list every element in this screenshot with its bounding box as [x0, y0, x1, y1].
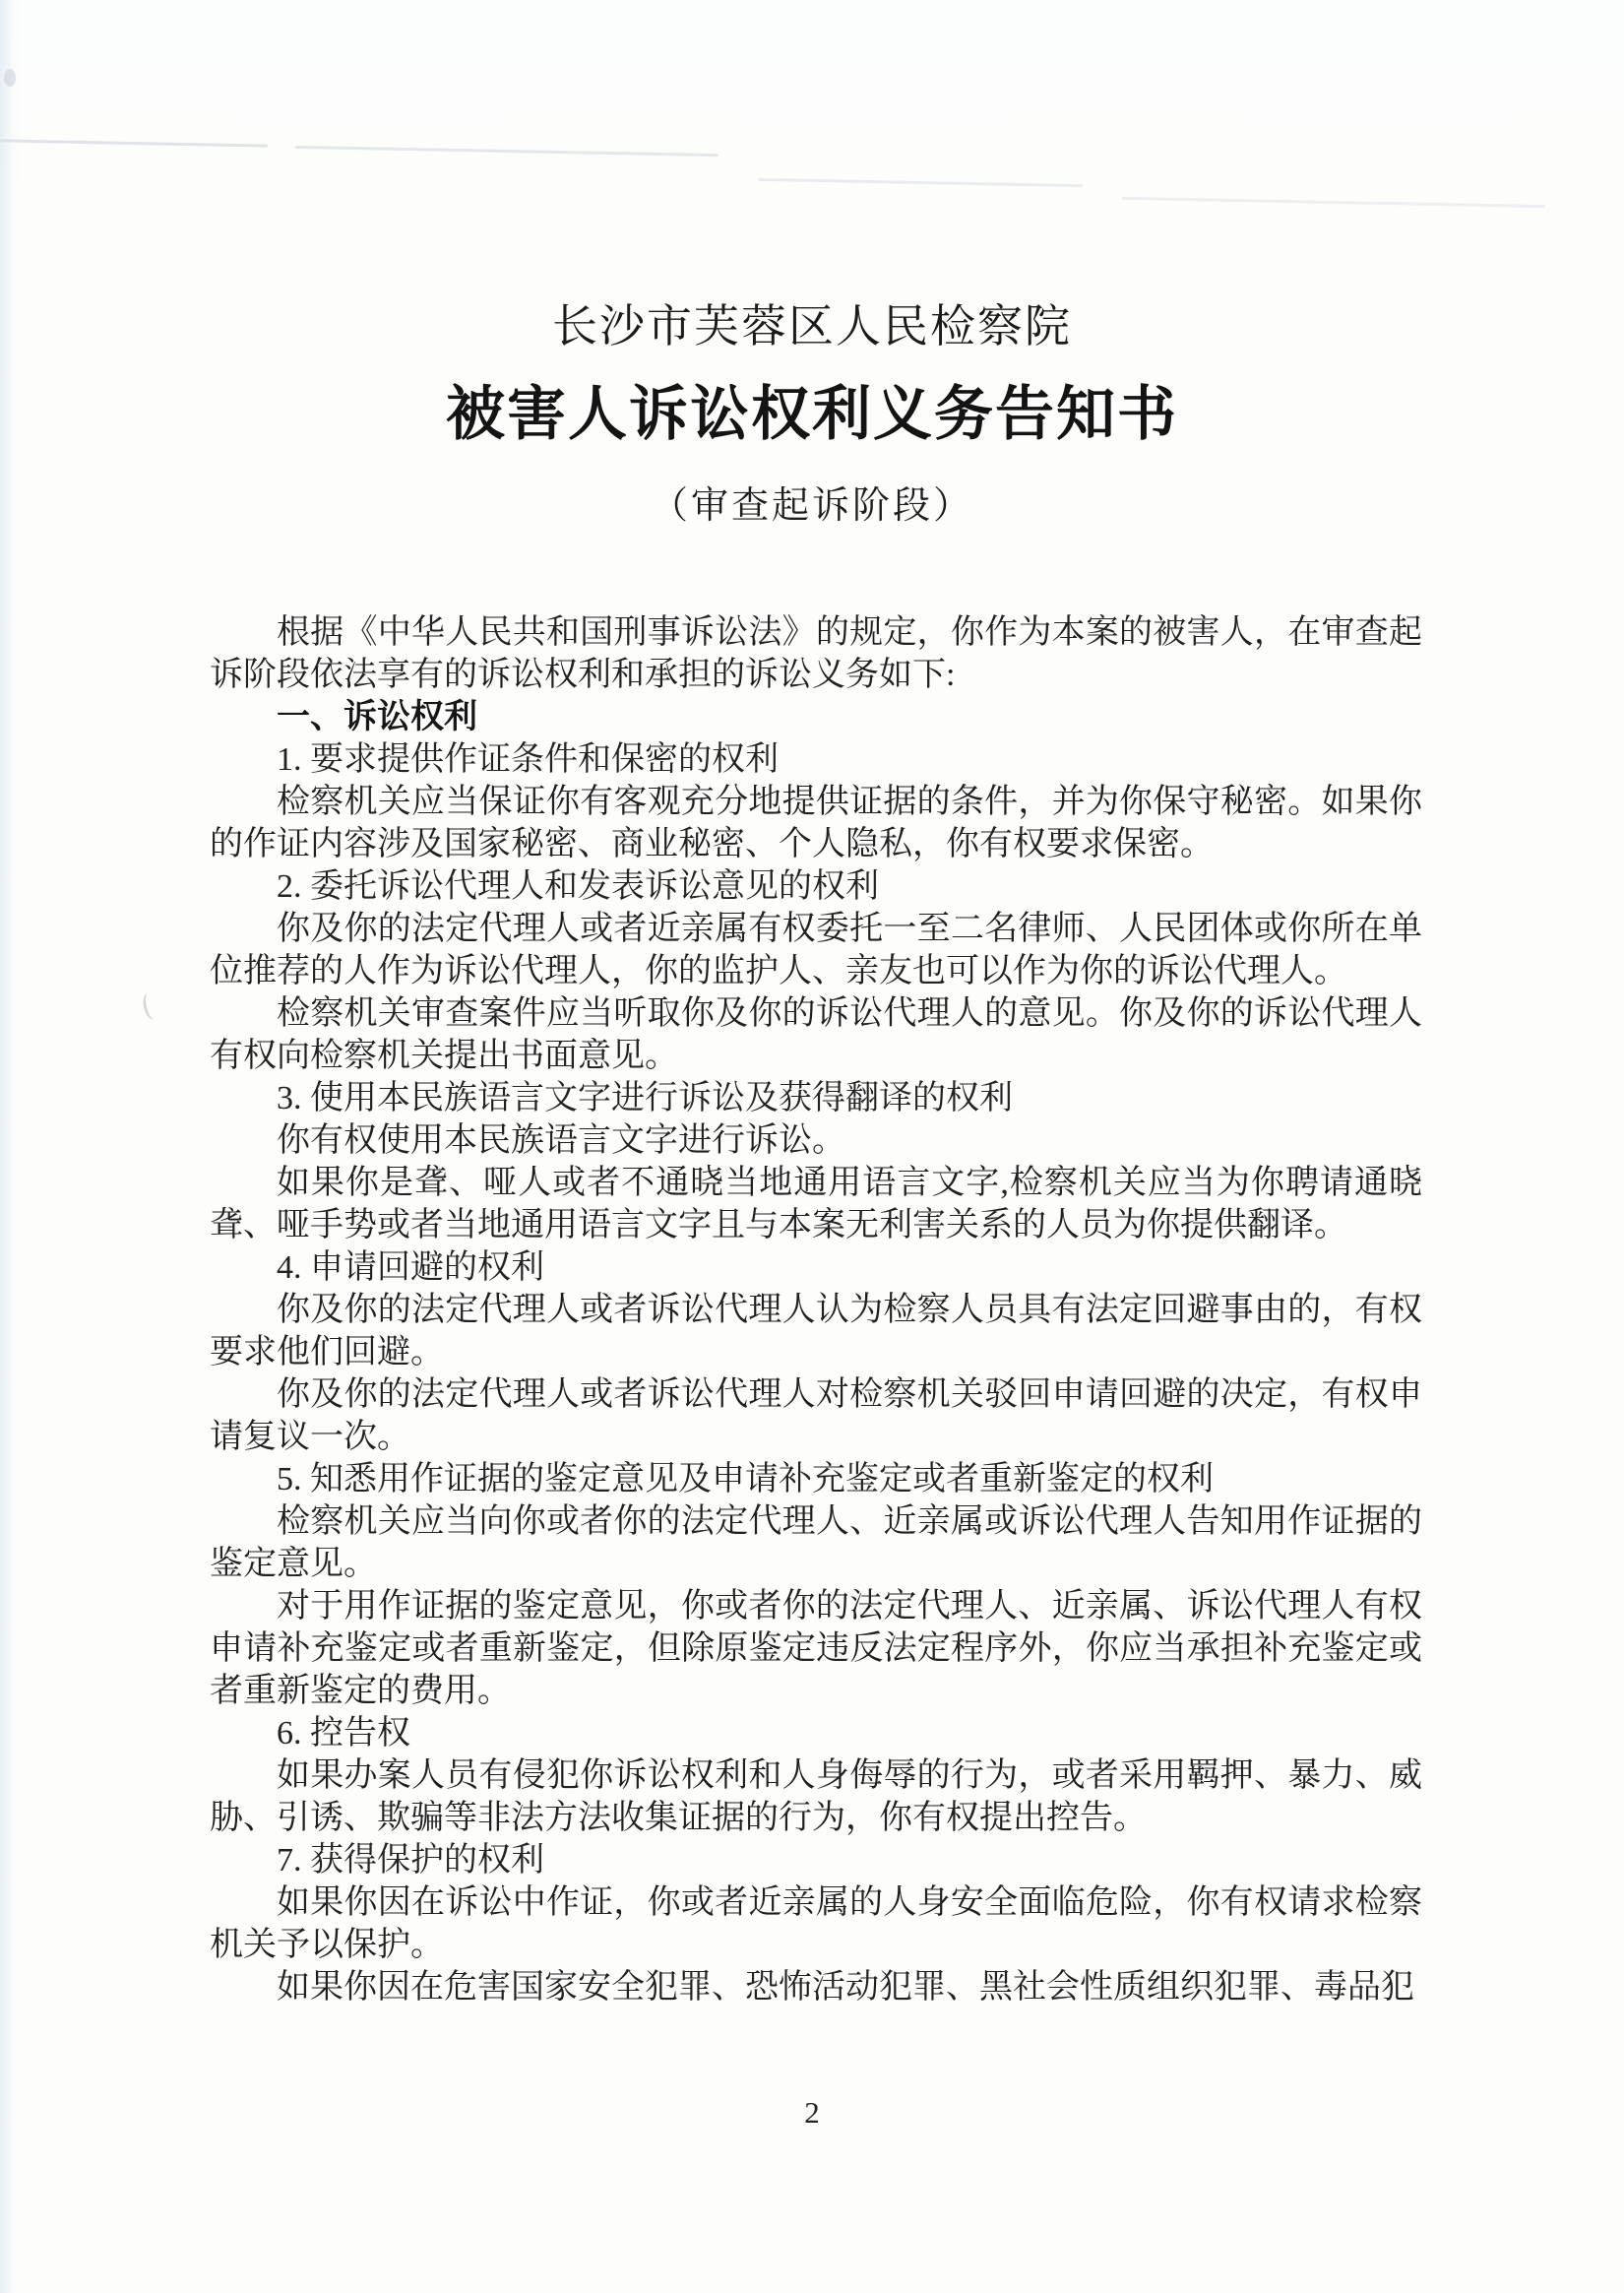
document-body [210, 611, 1422, 2008]
body-paragraph: 如果你因在危害国家安全犯罪、恐怖活动犯罪、黑社会性质组织犯罪、毒品犯 [277, 1969, 1414, 2006]
scan-crease-line [758, 178, 1083, 187]
page-number: 2 [804, 2095, 820, 2130]
item-heading-4: 4. 申请回避的权利 [277, 1249, 544, 1286]
stage-subtitle: （审查起诉阶段） [650, 485, 973, 527]
document-title: 被害人诉讼权利义务告知书 [446, 382, 1178, 447]
scan-crease-line [295, 146, 718, 157]
organization-title: 长沙市芙蓉区人民检察院 [552, 301, 1072, 351]
body-paragraph: 检察机关应当保证你有客观充分地提供证据的条件，并为你保守秘密。如果你的作证内容涉及国家秘密、商业秘密、个人隐私，你有权要求保密。 [210, 784, 1422, 862]
item-heading-2: 2. 委托诉讼代理人和发表诉讼意见的权利 [277, 868, 879, 905]
item-heading-5: 5. 知悉用作证据的鉴定意见及申请补充鉴定或者重新鉴定的权利 [277, 1461, 1214, 1497]
item-heading-7: 7. 获得保护的权利 [277, 1842, 544, 1879]
body-paragraph: 如果你因在诉讼中作证，你或者近亲属的人身安全面临危险，你有权请求检察机关予以保护。 [210, 1884, 1422, 1963]
scan-crease-line [0, 139, 268, 147]
body-paragraph: 对于用作证据的鉴定意见，你或者你的法定代理人、近亲属、诉讼代理人有权申请补充鉴定或者重新鉴定，但除原鉴定违反法定程序外，你应当承担补充鉴定或者重新鉴定的费用。 [210, 1588, 1422, 1709]
body-paragraph: 如果办案人员有侵犯你诉讼权利和人身侮辱的行为，或者采用羁押、暴力、威胁、引诱、欺骗等非法方法收集证据的行为，你有权提出控告。 [210, 1757, 1422, 1836]
body-paragraph: 你及你的法定代理人或者近亲属有权委托一至二名律师、人民团体或你所在单位推荐的人作为诉讼代理人，你的监护人、亲友也可以作为你的诉讼代理人。 [210, 911, 1422, 989]
body-paragraph: 检察机关应当向你或者你的法定代理人、近亲属或诉讼代理人告知用作证据的鉴定意见。 [210, 1503, 1422, 1582]
body-paragraph: 你及你的法定代理人或者诉讼代理人认为检察人员具有法定回避事由的，有权要求他们回避。 [210, 1292, 1422, 1370]
intro-paragraph: 根据《中华人民共和国刑事诉讼法》的规定，你作为本案的被害人，在审查起诉阶段依法享有的诉讼权利和承担的诉讼义务如下: [210, 614, 1422, 693]
item-heading-6: 6. 控告权 [277, 1715, 410, 1752]
scan-crease-line [1122, 197, 1545, 208]
scan-smudge [141, 991, 161, 1022]
body-paragraph: 检察机关审查案件应当听取你及你的诉讼代理人的意见。你及你的诉讼代理人有权向检察机关提出书面意见。 [210, 995, 1422, 1074]
body-paragraph: 如果你是聋、哑人或者不通晓当地通用语言文字,检察机关应当为你聘请通晓聋、哑手势或者当地通用语言文字且与本案无利害关系的人员为你提供翻译。 [210, 1165, 1422, 1243]
item-heading-3: 3. 使用本民族语言文字进行诉讼及获得翻译的权利 [277, 1080, 1013, 1116]
body-paragraph: 你及你的法定代理人或者诉讼代理人对检察机关驳回申请回避的决定，有权申请复议一次。 [210, 1376, 1422, 1455]
scan-speck [4, 69, 16, 87]
body-paragraph: 你有权使用本民族语言文字进行诉讼。 [277, 1122, 845, 1159]
section-heading-litigation-rights: 一、诉讼权利 [277, 698, 477, 735]
item-heading-1: 1. 要求提供作证条件和保密的权利 [277, 741, 779, 778]
